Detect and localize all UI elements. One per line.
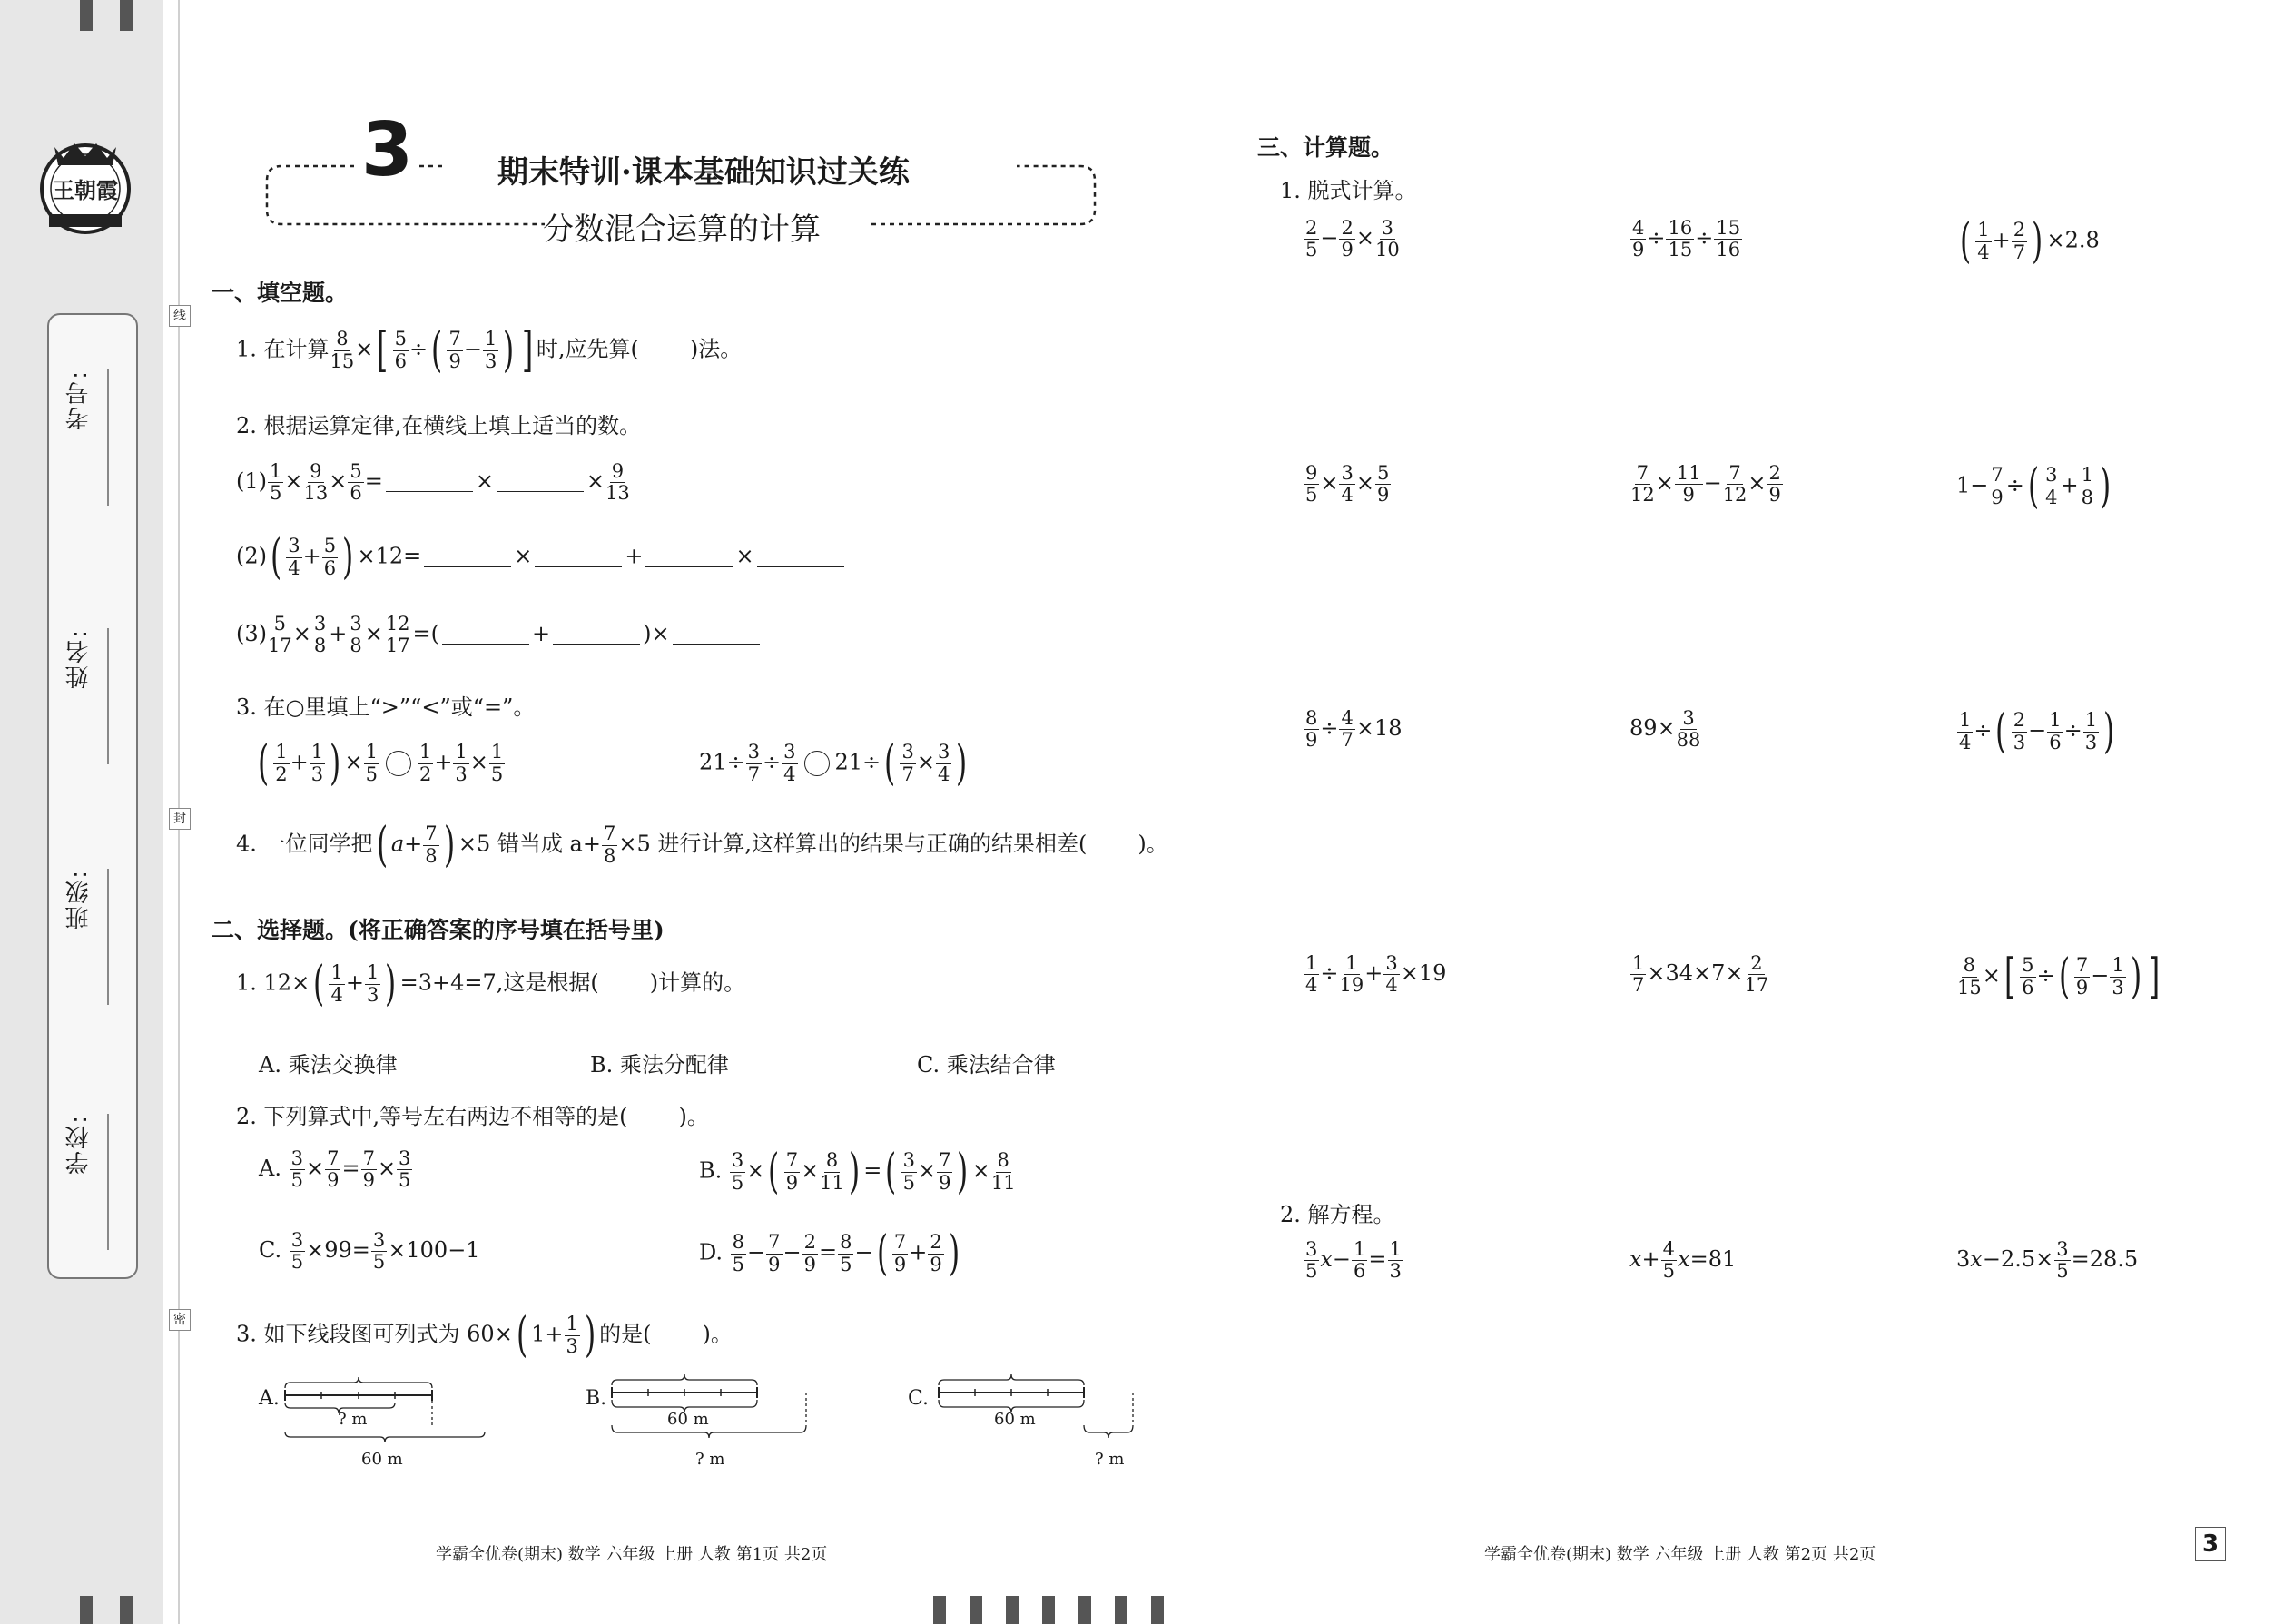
option-c[interactable]: C. 乘法结合律 xyxy=(917,1052,1056,1078)
calc-12: $\frac{8}{15}$ ×[ $\frac{5}{6}$ ÷( $\frac{7}{9}$ − $\frac{1}{3}$ ) ] xyxy=(1957,950,2161,1004)
diagram-c-whole: 60 m xyxy=(994,1410,1036,1429)
registration-mark xyxy=(80,1596,93,1624)
equation-2: x+ $\frac{4}{5}$ x=81 xyxy=(1629,1238,1737,1283)
answer-blank[interactable] xyxy=(386,490,473,492)
page-title: 期末特训·课本基础知识过关练 xyxy=(497,154,910,191)
calc-8: 89× $\frac{3}{88}$ xyxy=(1629,707,1701,752)
diagram-b-unknown: ? m xyxy=(695,1450,725,1469)
class-label: 班级: xyxy=(65,869,93,930)
answer-blank[interactable] xyxy=(442,643,529,645)
svg-text:王朝霞: 王朝霞 xyxy=(53,177,118,203)
calc-5: $\frac{7}{12}$ × $\frac{11}{9}$ − $\frac{7}{12}$ × $\frac{2}{9}$ xyxy=(1630,462,1781,507)
calc-9: $\frac{1}{4}$ ÷( $\frac{2}{3}$ − $\frac{1}{6}$ ÷ $\frac{1}{3}$ ) xyxy=(1959,704,2115,759)
class-field[interactable] xyxy=(56,869,129,1005)
question-1-2: 2. 根据运算定律,在横线上填上适当的数。 xyxy=(236,413,642,438)
page-subtitle: 分数混合运算的计算 xyxy=(543,212,821,248)
footer-left: 学霸全优卷(期末) 数学 六年级 上册 人教 第1页 共2页 xyxy=(436,1545,828,1564)
question-1-2-3: (3) $\frac{5}{17}$ × $\frac{3}{8}$ + $\frac{3}{8}$ × $\frac{12}{17}$ =( + )× xyxy=(236,614,763,656)
diagram-a-label[interactable]: A. xyxy=(259,1387,280,1410)
calc-11: $\frac{1}{7}$ ×34×7× $\frac{2}{17}$ xyxy=(1632,952,1769,997)
section-calculation-title: 三、计算题。 xyxy=(1257,134,1394,161)
exam-number-field[interactable] xyxy=(56,369,129,506)
calc-6: 1− $\frac{7}{9}$ ÷( $\frac{3}{4}$ + $\frac{1}{8}$ ) xyxy=(1956,459,2112,514)
registration-mark xyxy=(120,0,133,31)
diagram-b xyxy=(608,1371,817,1457)
answer-blank[interactable] xyxy=(645,566,733,567)
name-field[interactable] xyxy=(56,628,129,764)
choice-2-d[interactable]: D. $\frac{8}{5}$ − $\frac{7}{9}$ − $\frac{2}{9}$ = $\frac{8}{5}$ −( $\frac{7}{9}$ + $\frac{2}{9}$ ) xyxy=(699,1226,960,1281)
answer-blank[interactable] xyxy=(673,643,760,645)
choice-2-b[interactable]: B. $\frac{3}{5}$ ×( $\frac{7}{9}$ × $\frac{8}{11}$ ) =( $\frac{3}{5}$ × $\frac{7}{9}$ ) × $\frac{8}{11}$ xyxy=(699,1145,1016,1199)
diagram-c-label[interactable]: C. xyxy=(908,1387,930,1410)
question-2-1: 1. 12×( $\frac{1}{4}$ + $\frac{1}{3}$ ) =3+4=7,这是根据( )计算的。 xyxy=(236,957,746,1011)
school-field[interactable] xyxy=(56,1114,129,1250)
answer-blank[interactable] xyxy=(535,566,622,567)
answer-blank[interactable] xyxy=(553,643,640,645)
subsection-solve-equations: 2. 解方程。 xyxy=(1280,1202,1395,1227)
calc-2: $\frac{4}{9}$ ÷ $\frac{16}{15}$ ÷ $\frac{15}{16}$ xyxy=(1632,217,1741,261)
question-1-1: 1. 在计算 $\frac{8}{15}$ ×[ $\frac{5}{6}$ ÷( $\frac{7}{9}$ − $\frac{1}{3}$ ) ] 时,应先算( )法。 xyxy=(236,323,743,378)
diagram-b-whole: 60 m xyxy=(667,1410,709,1429)
subsection-step-calculation: 1. 脱式计算。 xyxy=(1280,178,1417,203)
diagram-c xyxy=(935,1371,1144,1457)
choice-2-a[interactable]: A. $\frac{3}{5}$ × $\frac{7}{9}$ = $\frac{7}{9}$ × $\frac{3}{5}$ xyxy=(259,1147,411,1192)
option-a[interactable]: A. 乘法交换律 xyxy=(259,1052,398,1078)
brand-logo-icon xyxy=(36,134,134,241)
answer-blank[interactable] xyxy=(497,490,584,492)
name-label: 姓名: xyxy=(65,628,93,689)
question-2-3: 3. 如下线段图可列式为 60×( 1+ $\frac{1}{3}$ ) 的是( )。 xyxy=(236,1308,733,1363)
diagram-a-unknown: ? m xyxy=(338,1410,368,1429)
question-1-2-2: (2)( $\frac{3}{4}$ + $\frac{5}{6}$ ) ×12= × + × xyxy=(236,534,847,581)
school-label: 学校: xyxy=(65,1114,93,1175)
calc-7: $\frac{8}{9}$ ÷ $\frac{4}{7}$ ×18 xyxy=(1305,707,1403,752)
question-1-3: 3. 在○里填上“>”“<”或“=”。 xyxy=(236,694,536,720)
calc-4: $\frac{9}{5}$ × $\frac{3}{4}$ × $\frac{5}{9}$ xyxy=(1305,462,1390,507)
student-info-box xyxy=(47,313,138,1279)
choice-2-c[interactable]: C. $\frac{3}{5}$ ×99= $\frac{3}{5}$ ×100−1 xyxy=(259,1229,480,1274)
question-1-4: 4. 一位同学把( a+ $\frac{7}{8}$ ) ×5 错当成 a+ $\frac{7}{8}$ ×5 进行计算,这样算出的结果与正确的结果相差( )。 xyxy=(236,818,1168,872)
diagram-a-total: 60 m xyxy=(361,1450,403,1469)
question-1-2-1: (1) $\frac{1}{5}$ × $\frac{9}{13}$ × $\frac{5}{6}$ = × × $\frac{9}{13}$ xyxy=(236,460,630,505)
seal-seal-mark: 封 xyxy=(169,808,191,830)
equation-1: $\frac{3}{5}$ x− $\frac{1}{6}$ = $\frac{1}{3}$ xyxy=(1305,1238,1402,1283)
registration-mark xyxy=(120,1596,133,1624)
calc-3: ( $\frac{1}{4}$ + $\frac{2}{7}$ ) ×2.8 xyxy=(1960,214,2100,269)
unit-number: 3 xyxy=(361,107,414,193)
compare-expression-2: 21÷ $\frac{3}{7}$ ÷ $\frac{3}{4}$ 21÷( $\frac{3}{7}$ × $\frac{3}{4}$ ) xyxy=(699,736,968,791)
exam-number-label: 考号: xyxy=(65,369,93,430)
calc-1: $\frac{2}{5}$ − $\frac{2}{9}$ × $\frac{3}{10}$ xyxy=(1305,217,1400,261)
registration-mark xyxy=(80,0,93,31)
seal-line-mark: 线 xyxy=(169,305,191,327)
diagram-b-label[interactable]: B. xyxy=(586,1387,607,1410)
diagram-c-unknown: ? m xyxy=(1095,1450,1125,1469)
page-number: 3 xyxy=(2195,1527,2226,1561)
footer-right: 学霸全优卷(期末) 数学 六年级 上册 人教 第2页 共2页 xyxy=(1484,1545,1876,1564)
equation-3: 3x−2.5× $\frac{3}{5}$ =28.5 xyxy=(1956,1238,2139,1283)
answer-blank[interactable] xyxy=(424,566,511,567)
compare-circle[interactable] xyxy=(804,751,830,776)
calc-10: $\frac{1}{4}$ ÷ $\frac{1}{19}$ + $\frac{3}{4}$ ×19 xyxy=(1305,952,1447,997)
compare-expression-1: ( $\frac{1}{2}$ + $\frac{1}{3}$ ) × $\frac{1}{5}$ $\frac{1}{2}$ + $\frac{1}{3}$ × $\frac{1}{5}$ xyxy=(258,736,504,791)
answer-blank[interactable] xyxy=(757,566,844,567)
section-fill-blank-title: 一、填空题。 xyxy=(212,280,349,306)
option-b[interactable]: B. 乘法分配律 xyxy=(590,1052,729,1078)
seal-secret-mark: 密 xyxy=(169,1309,191,1331)
compare-circle[interactable] xyxy=(386,751,411,776)
section-choice-title: 二、选择题。(将正确答案的序号填在括号里) xyxy=(212,917,665,943)
question-2-2: 2. 下列算式中,等号左右两边不相等的是( )。 xyxy=(236,1104,709,1129)
